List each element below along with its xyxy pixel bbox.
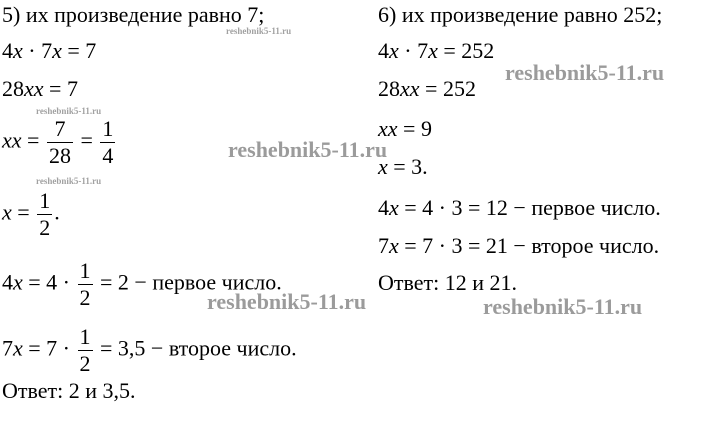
fraction-7-over-28: $\frac{7}{28}$ bbox=[48, 116, 71, 168]
watermark: reshebnik5-11.ru bbox=[36, 176, 102, 186]
watermark: reshebnik5-11.ru bbox=[226, 26, 292, 36]
left-equation-6: 7x = 7 · $\frac{1}{2}$ = 3,5 − второе число. bbox=[2, 324, 297, 376]
left-problem-header: 5) их произведение равно 7; bbox=[2, 2, 265, 27]
watermark: reshebnik5-11.ru bbox=[207, 289, 367, 314]
right-equation-5: 4x = 4 · 3 = 12 − первое число. bbox=[378, 195, 661, 220]
watermark: reshebnik5-11.ru bbox=[505, 60, 665, 85]
right-problem-header: 6) их произведение равно 252; bbox=[378, 2, 663, 27]
right-equation-3: xx = 9 bbox=[378, 116, 432, 141]
right-equation-4: x = 3. bbox=[378, 154, 428, 179]
right-answer: Ответ: 12 и 21. bbox=[378, 270, 518, 295]
watermark: reshebnik5-11.ru bbox=[483, 294, 643, 319]
right-equation-1: 4x · 7x = 252 bbox=[378, 38, 495, 63]
left-equation-2: 28xx = 7 bbox=[2, 76, 78, 101]
fraction-1-over-4: $\frac{1}{4}$ bbox=[102, 116, 114, 168]
right-equation-6: 7x = 7 · 3 = 21 − второе число. bbox=[378, 233, 660, 258]
fraction-1-over-2: $\frac{1}{2}$ bbox=[79, 258, 91, 310]
watermark: reshebnik5-11.ru bbox=[36, 106, 102, 116]
left-equation-1: 4x · 7x = 7 bbox=[2, 38, 97, 63]
left-answer: Ответ: 2 и 3,5. bbox=[2, 378, 136, 403]
right-equation-2: 28xx = 252 bbox=[378, 76, 476, 101]
left-equation-5: 4x = 4 · $\frac{1}{2}$ = 2 − первое число. bbox=[2, 258, 282, 310]
left-equation-4: x = $\frac{1}{2}$ . bbox=[2, 188, 60, 240]
fraction-1-over-2: $\frac{1}{2}$ bbox=[79, 324, 91, 376]
left-equation-3: xx = $\frac{7}{28}$ = $\frac{1}{4}$ bbox=[2, 116, 114, 168]
watermark: reshebnik5-11.ru bbox=[228, 137, 388, 162]
fraction-1-over-2: $\frac{1}{2}$ bbox=[39, 188, 51, 240]
